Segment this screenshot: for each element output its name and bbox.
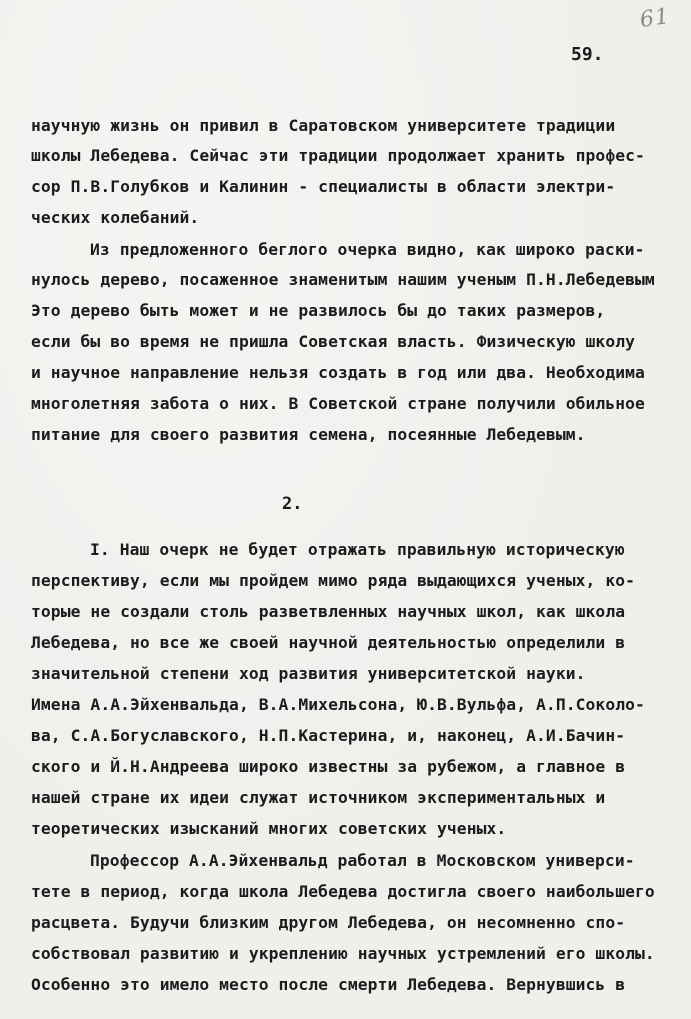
text-line: тете в период, когда школа Лебедева достигла своего наибольшего	[31, 882, 655, 901]
text-line: Из предложенного беглого очерка видно, как широко раски-	[90, 240, 645, 259]
text-line: значительной степени ход развития университетской науки.	[31, 664, 586, 683]
text-line: перспективу, если мы пройдем мимо ряда выдающихся ученых, ко-	[31, 571, 636, 590]
text-line: многолетняя забота о них. В Советской стране получили обильное	[31, 394, 645, 413]
handwritten-folio-number: 61	[638, 4, 672, 33]
text-line: если бы во время не пришла Советская власть. Физическую школу	[31, 332, 636, 351]
text-line: собствовал развитию и укреплению научных устремлений его школы.	[31, 944, 655, 963]
text-line: ческих колебаний.	[31, 208, 200, 227]
text-line: расцвета. Будучи близким другом Лебедева, он несомненно спо-	[31, 913, 626, 932]
text-line: теоретических изысканий многих советских ученых.	[31, 819, 507, 838]
text-line: питание для своего развития семена, посеянные Лебедевым.	[31, 425, 586, 444]
section-number: 2.	[282, 494, 303, 514]
text-line: Особенно это имело место после смерти Лебедева. Вернувшись в	[31, 975, 626, 994]
text-line: нашей стране их идеи служат источником экспериментальных и	[31, 788, 606, 807]
text-line: нулось дерево, посаженное знаменитым нашим ученым П.Н.Лебедевым	[31, 270, 655, 289]
text-line: Лебедева, но все же своей научной деятельностью определили в	[31, 633, 626, 652]
text-line: и научное направление нельзя создать в год или два. Необходима	[31, 363, 645, 382]
text-line: научную жизнь он привил в Саратовском университете традиции	[31, 116, 616, 135]
text-line: ва, С.А.Богуславского, Н.П.Кастерина, и, наконец, А.И.Бачин-	[31, 726, 626, 745]
text-line: ского и Й.Н.Андреева широко известны за рубежом, а главное в	[31, 757, 626, 776]
text-line: Это дерево быть может и не развилось бы до таких размеров,	[31, 301, 606, 320]
text-line: I. Наш очерк не будет отражать правильную историческую	[90, 540, 625, 559]
text-line: сор П.В.Голубков и Калинин - специалисты в области электри-	[31, 177, 616, 196]
text-line: Имена А.А.Эйхенвальда, В.А.Михельсона, Ю.В.Вульфа, А.П.Соколо-	[31, 695, 645, 714]
page-number: 59.	[571, 44, 604, 65]
text-line: торые не создали столь разветвленных научных школ, как школа	[31, 602, 626, 621]
text-line: школы Лебедева. Сейчас эти традиции продолжает хранить профес-	[31, 146, 645, 165]
text-line: Профессор А.А.Эйхенвальд работал в Московском универси-	[90, 851, 635, 870]
